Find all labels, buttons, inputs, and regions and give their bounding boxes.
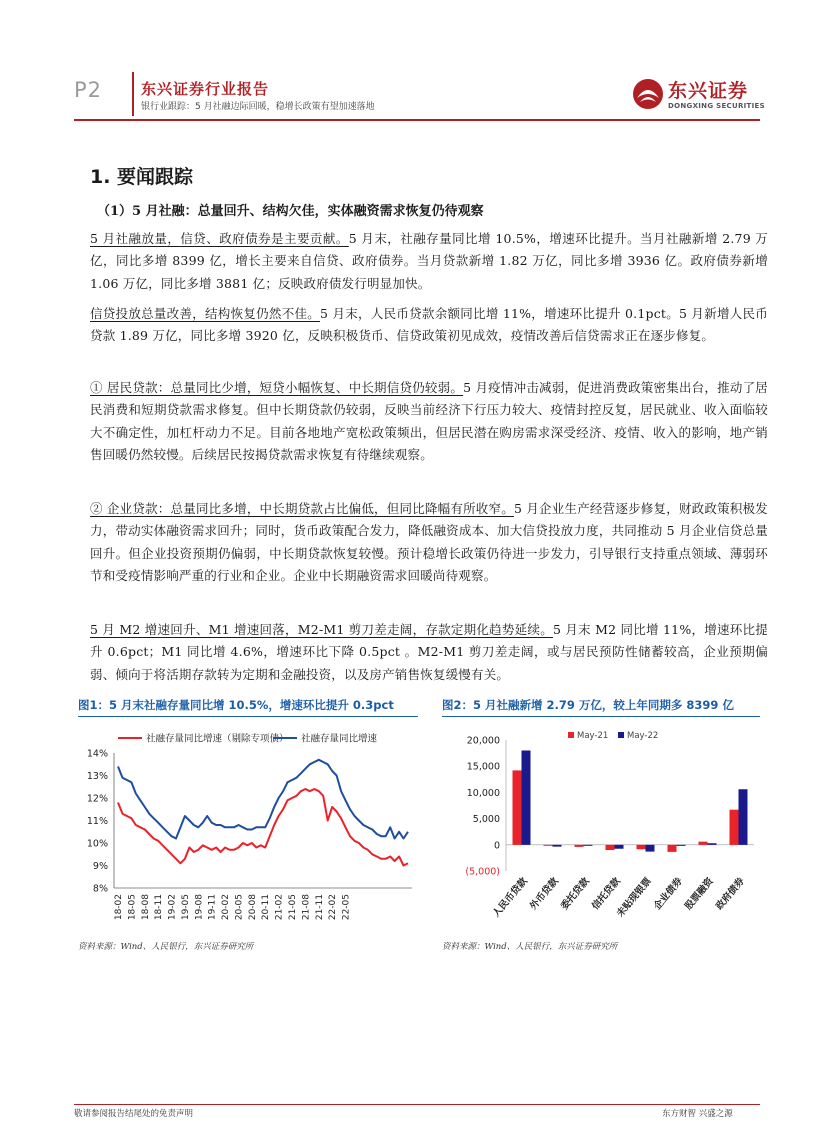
x-category-label: 人民币贷款 [490,875,530,920]
paragraph-corporate-loans [90,498,768,587]
y-tick-label: 5,000 [472,814,500,826]
page-number: P2 [74,78,103,102]
figure-2-rule [442,716,760,717]
footer-rule [74,1104,760,1105]
company-logo [632,74,772,118]
page-header [0,0,827,120]
paragraph-money-supply [90,619,768,686]
x-tick-label: 18-02 [114,894,124,921]
bar-may-22-7 [708,843,717,845]
x-category-label: 外币贷款 [527,875,561,913]
paragraph-credit [90,303,768,348]
x-tick-label: 21-11 [314,894,325,921]
paragraph-body: 5 月企业生产经营逐步修复，财政政策积极发力，带动实体融资需求回升；同时，货币政策配合发力，降低融资成本、加大信贷投放力度，共同推动 5 月企业信贷总量回升。但企业投资预期仍偏弱，中长期贷款恢复较慢。预计稳增长政策仍待进一步发力，引导银行支持重点领域、薄弱环节和受疫情影响严重的行业和企业。企业中长期融资需求回暖尚待观察。 [90,501,768,583]
bar-may-21-6 [668,845,677,852]
x-tick-label: 18-08 [140,894,151,921]
x-tick-label: 18-05 [127,894,138,921]
y-tick-label: 10% [86,838,108,850]
x-tick-label: 19-05 [180,894,191,921]
x-category-label: 企业债券 [651,875,685,913]
paragraph-lead: 5 月社融放量，信贷、政府债券是主要贡献。 [90,231,349,246]
x-tick-label: 22-05 [341,894,352,921]
y-tick-label: 10,000 [466,787,500,799]
legend-swatch-2 [618,732,624,738]
y-tick-label: 14% [86,748,108,760]
figure-1-source: 资料来源：Wind、人民银行，东兴证券研究所 [78,942,254,952]
bar-chart-new-financing [442,720,762,935]
y-tick-label: 20,000 [466,735,500,747]
figure-2-source: 资料来源：Wind、人民银行，东兴证券研究所 [442,942,618,952]
y-tick-label: 12% [86,793,108,805]
header-divider [132,72,134,116]
y-tick-label: 15,000 [466,761,500,773]
x-tick-label: 20-11 [261,894,272,921]
logo-emblem-icon [632,78,664,110]
y-tick-label: 11% [86,816,108,827]
paragraph-body: 5 月疫情冲击减弱，促进消费政策密集出台，推动了居民消费和短期贷款需求修复。但中长期贷款仍较弱，反映当前经济下行压力较大、疫情封控反复，居民就业、收入面临较大不确定性，加杠杆动力不足。目前各地地产宽松政策频出，但居民潜在购房需求深受经济、疫情、收入的影响，地产销售回暖仍然较慢。后续居民按揭贷款需求恢复有待继续观察。 [90,380,768,462]
series-line-2 [118,760,408,839]
bar-may-22-4 [615,845,624,849]
x-category-label: 信托贷款 [589,875,623,913]
figure-1-rule [78,716,418,717]
figure-1-title: 图1：5 月末社融存量同比增 10.5%，增速环比提升 0.3pct [78,698,394,712]
paragraph-body: 5 月末 M2 同比增 11%，增速环比提升 0.6pct；M1 同比增 4.6%，增速环比下降 0.5pct 。M2-M1 剪刀差走阔，或与居民预防性储蓄较高，企业预期偏弱、倾向于将活期存款转为定期和金融投资，以及房产销售恢复缓慢有关。 [90,622,768,682]
bar-may-21-3 [575,845,584,847]
header-rule [74,119,760,121]
y-tick-label: 13% [86,771,108,782]
bar-may-21-8 [730,810,739,845]
bar-may-21-4 [606,845,615,850]
x-category-label: 股票融资 [682,875,716,913]
line-chart-social-financing [78,720,423,935]
x-tick-label: 20-05 [234,894,245,921]
legend-swatch-1 [568,732,574,738]
section-title: 1. 要闻跟踪 [90,166,194,188]
y-tick-label: 8% [92,883,108,895]
x-category-label: 委托贷款 [558,875,592,913]
bar-may-22-2 [553,845,562,847]
x-category-label: 政府债券 [713,875,747,913]
x-tick-label: 21-05 [288,894,298,921]
section-subtitle: （1）5 月社融：总量回升、结构欠佳，实体融资需求恢复仍待观察 [97,204,484,219]
x-category-label: 未贴现银票 [614,875,654,920]
bar-may-22-1 [522,750,531,844]
paragraph-household-loans [90,377,768,466]
bar-may-21-2 [544,845,553,846]
paragraph-social-financing [90,228,768,295]
footer-slogan: 东方财智 兴盛之源 [662,1109,733,1119]
logo-chinese-name: 东兴证券 [668,80,749,102]
x-tick-label: 19-11 [207,894,218,921]
paragraph-lead: 5 月 M2 增速回升、M1 增速回落，M2-M1 剪刀差走阔，存款定期化趋势延续。 [90,622,553,637]
bar-may-22-6 [677,845,686,846]
x-tick-label: 19-08 [194,894,205,921]
paragraph-body: 5 月末，社融存量同比增 10.5%，增速环比提升。当月社融新增 2.79 万亿，同比多增 8399 亿，增长主要来自信贷、政府债券。当月贷款新增 1.82 万亿，同比多增 3936 亿。政府债券新增 1.06 万亿，同比多增 3881 亿；反映政府债发行明显加快。 [90,231,768,291]
x-tick-label: 22-02 [328,894,339,921]
footer-disclaimer: 敬请参阅报告结尾处的免责声明 [74,1109,194,1119]
paragraph-body: 5 月末，人民币贷款余额同比增 11%，增速环比提升 0.1pct。5 月新增人民币贷款 1.89 万亿，同比多增 3920 亿，反映积极货币、信贷政策初见成效，疫情改善后信贷需求正在逐步修复。 [90,306,768,344]
x-tick-label: 19-02 [167,894,178,921]
x-tick-label: 21-02 [274,894,285,921]
x-tick-label: 20-08 [247,894,258,921]
x-tick-label: 18-11 [154,894,165,921]
legend-label-1: May-21 [577,731,609,741]
bar-may-22-5 [646,845,655,852]
report-subtitle: 银行业跟踪：5 月社融边际回暖，稳增长政策有望加速落地 [141,102,375,112]
report-title: 东兴证券行业报告 [141,80,270,98]
x-tick-label: 20-02 [221,894,232,921]
figure-2-title: 图2：5 月社融新增 2.79 万亿，较上年同期多 8399 亿 [442,698,734,712]
legend-label-2: 社融存量同比增速 [301,733,378,745]
bar-may-21-5 [637,845,646,849]
legend-label-1: 社融存量同比增速（剔除专项债） [146,733,289,745]
logo-english-name: DONGXING SECURITIES [668,102,765,110]
bar-may-22-8 [739,789,748,845]
paragraph-lead: ② 企业贷款：总量同比多增，中长期贷款占比偏低，但同比降幅有所收窄。 [90,501,514,516]
paragraph-lead: ① 居民贷款：总量同比少增，短贷小幅恢复、中长期信贷仍较弱。 [90,380,464,395]
legend-label-2: May-22 [627,731,659,741]
x-tick-label: 21-08 [301,894,312,921]
bar-may-21-1 [513,770,522,844]
y-tick-label: (5,000) [465,866,500,878]
bar-may-21-7 [699,842,708,845]
paragraph-lead: 信贷投放总量改善，结构恢复仍然不佳。 [90,306,321,321]
y-tick-label: 9% [92,861,108,872]
bar-may-22-3 [584,845,593,846]
y-tick-label: 0 [493,840,500,852]
